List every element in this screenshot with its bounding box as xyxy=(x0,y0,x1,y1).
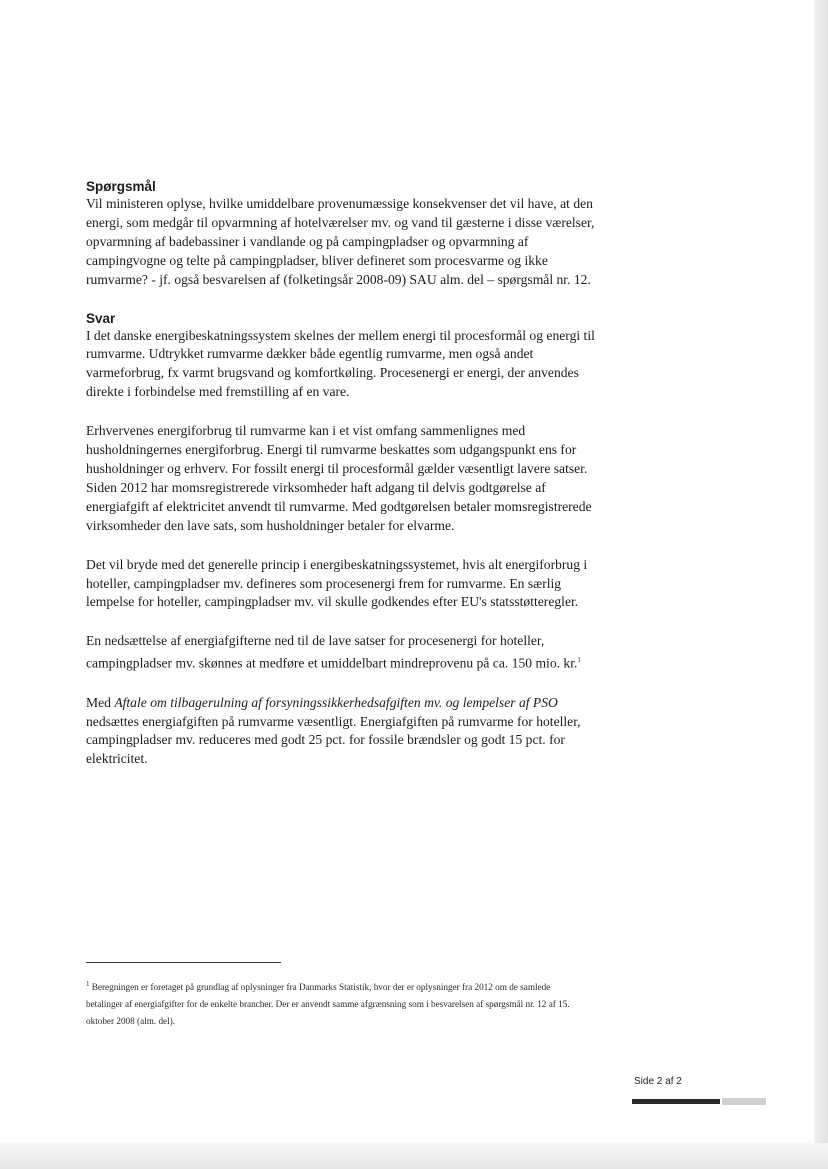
page-number-label: Side 2 af 2 xyxy=(634,1076,682,1087)
footnote-text: Beregningen er foretaget på grundlag af oplysninger fra Danmarks Statistik, hvor der er oplysninger fra 2012 om de samlede betalinger af energiafgifter for de enkelte brancher. Der er anvendt samme afgrænsning som i besvarelsen af spørgsmål nr. 12 af 15. oktober 2008 (alm. del). xyxy=(86,982,570,1027)
page-progress-bar-light xyxy=(722,1098,766,1105)
page-progress-bar-dark xyxy=(632,1099,720,1104)
answer-paragraph-2: Erhvervenes energiforbrug til rumvarme kan i et vist omfang sammenlignes med husholdningernes energiforbrug. Energi til rumvarme beskattes som udgangspunkt ens for husholdninger og erhverv. For fossilt energi til procesformål gælder væsentligt lavere satser. Siden 2012 har momsregistrerede virksomheder haft adgang til delvis godtgørelse af energiafgift af elektricitet anvendt til rumvarme. Med godtgørelsen betaler momsregistrerede virksomheder den lave sats, som husholdninger betaler for elvarme. xyxy=(86,423,592,533)
answer-paragraph-3: Det vil bryde med det generelle princip i energibeskatningssystemet, hvis alt energiforbrug i hoteller, campingpladser mv. defineres som procesenergi frem for rumvarme. En særlig lempelse for hoteller, campingpladser mv. vil skulle godkendes efter EU's statsstøtteregler. xyxy=(86,556,588,610)
page-edge-shadow xyxy=(814,0,828,1169)
page-bottom-shadow xyxy=(0,1143,828,1169)
answer-paragraph-5 xyxy=(86,694,596,770)
question-heading: Spørgsmål xyxy=(86,179,156,194)
answer-paragraph-4 xyxy=(86,632,596,673)
answer-paragraph-1: I det danske energibeskatningssystem skelnes der mellem energi til procesformål og energi til rumvarme. Udtrykket rumvarme dækker både egentlig rumvarme, men også andet varmeforbrug, fx varmt brugsvand og komfortkøling. Procesenergi er energi, der anvendes direkte i forbindelse med fremstilling af en vare. xyxy=(86,327,595,400)
answer-heading: Svar xyxy=(86,310,116,326)
footnote-number: 1 xyxy=(86,980,90,988)
answer-paragraph-4-text: En nedsættelse af energiafgifterne ned til de lave satser for procesenergi for hoteller, campingpladser mv. skønnes at medføre et umiddelbart mindreprovenu på ca. 150 mio. kr. xyxy=(86,633,578,671)
answer-paragraph-5-prefix: Med xyxy=(86,694,115,710)
question-text: Vil ministeren oplyse, hvilke umiddelbare provenumæssige konsekvenser det vil have, at den energi, som medgår til opvarmning af hotelværelser mv. og vand til gæsterne i disse værelser, opvarmning af badebassiner i vandlande og på campingpladser og opvarmning af campingvogne og telte på campingpladser, bliver defineret som procesvarme og ikke rumvarme? - jf. også besvarelsen af (folketingsår 2008-09) SAU alm. del – spørgsmål nr. 12. xyxy=(86,196,595,287)
footnote xyxy=(86,976,576,1030)
footnote-reference: 1 xyxy=(577,656,581,665)
document-body xyxy=(86,178,596,769)
agreement-title: Aftale om tilbagerulning af forsyningssikkerhedsafgiften mv. og lempelser af PSO xyxy=(114,694,558,710)
answer-paragraph-5-rest: nedsættes energiafgiften på rumvarme væsentligt. Energiafgiften på rumvarme for hoteller, campingpladser mv. reduceres med godt 25 pct. for fossile brændsler og godt 15 pct. for elektricitet. xyxy=(86,713,581,767)
footnote-separator xyxy=(86,962,281,963)
